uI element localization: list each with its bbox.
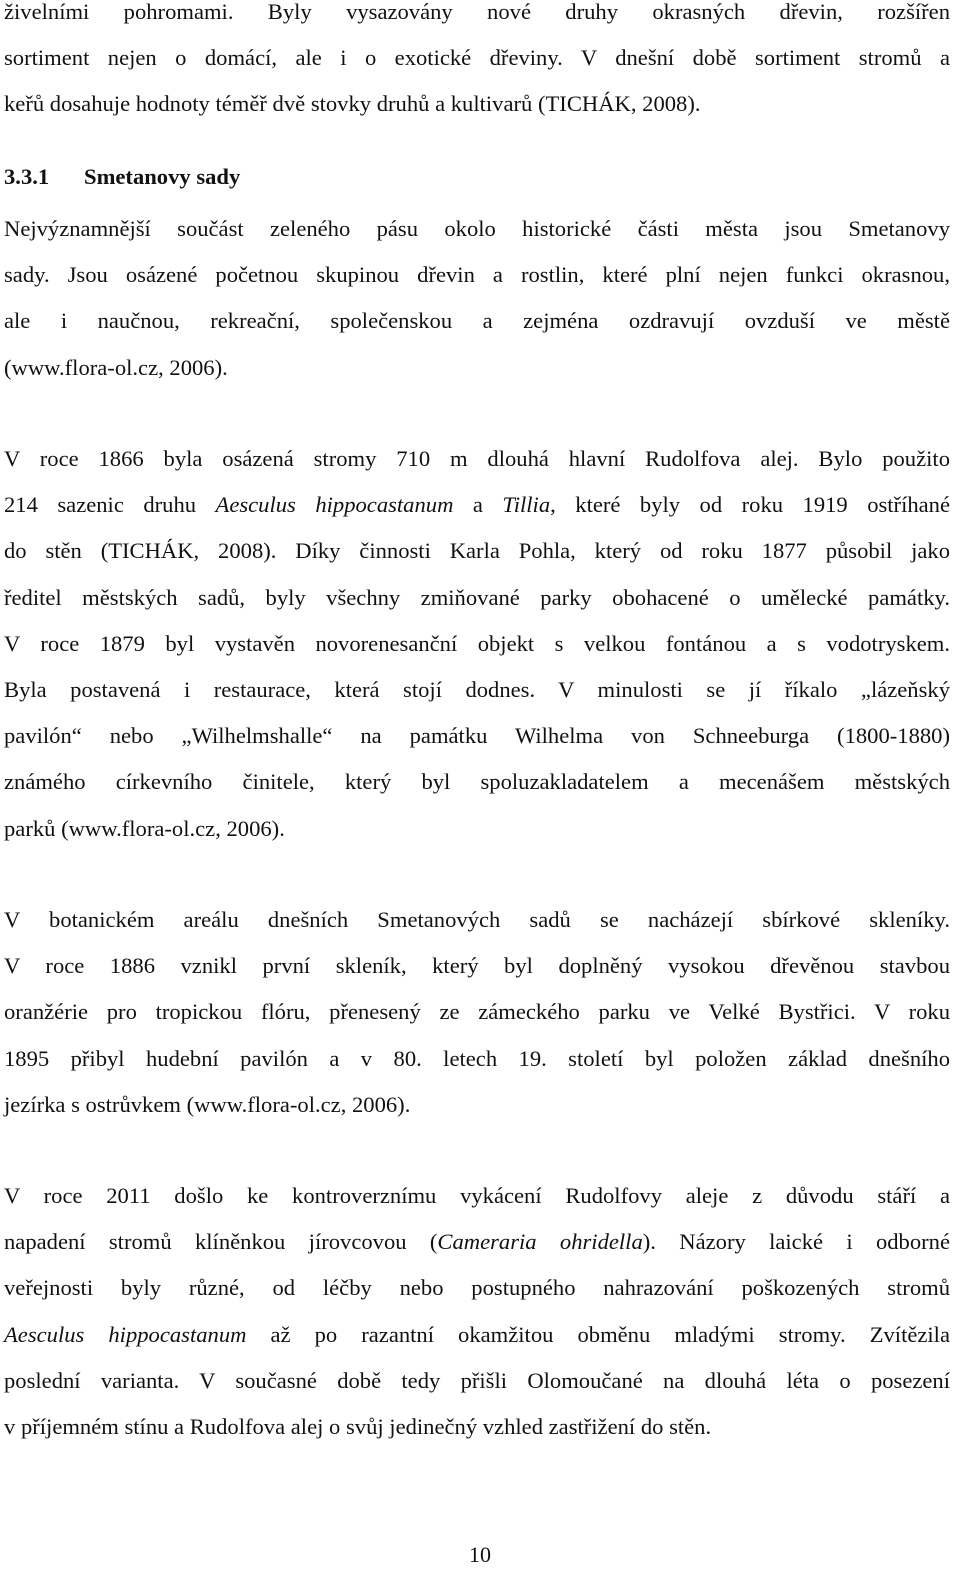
text-line: ale i naučnou, rekreační, společenskou a zejména ozdravují ovzduší ve městě [4, 308, 950, 334]
text-line: oranžérie pro tropickou flóru, přenesený ze zámeckého parku ve Velké Bystřici. V roku [4, 999, 950, 1025]
text-run: ). Názory laické i odborné [642, 1229, 951, 1255]
text-line: V roce 2011 došlo ke kontroverznímu vykácení Rudolfovy aleje z důvodu stáří a [4, 1183, 950, 1208]
text-line: živelními pohromami. Byly vysazovány nové druhy okrasných dřevin, rozšířen [4, 0, 950, 24]
text-line [4, 1312, 950, 1358]
text-run: 214 sazenic druhu [4, 492, 216, 518]
text-line: veřejnosti byly různé, od léčby nebo postupného nahrazování poškozených stromů [4, 1275, 950, 1301]
text-run: a [453, 492, 503, 518]
text-line: 1895 přibyl hudební pavilón a v 80. letech 19. století byl položen základ dnešního [4, 1045, 950, 1071]
text-line: ředitel městských sadů, byly všechny zmiňované parky obohacené o umělecké památky. [4, 584, 950, 610]
text-run: napadení stromů klíněnkou jírovcovou ( [4, 1229, 438, 1255]
text-line: keřů dosahuje hodnoty téměř dvě stovky druhů a kultivarů (TICHÁK, 2008). [4, 91, 701, 117]
text-line [4, 1219, 950, 1265]
text-line: poslední varianta. V současné době tedy přišli Olomoučané na dlouhá léta o posezení [4, 1367, 950, 1393]
text-line: V botanickém areálu dnešních Smetanových sadů se nacházejí sbírkové skleníky. [4, 907, 950, 932]
paragraph-3 [4, 897, 950, 1128]
text-run: , které byly od roku 1919 ostříhané [550, 492, 951, 518]
text-line: (www.flora-ol.cz, 2006). [4, 354, 228, 380]
text-line: V roce 1886 vznikl první skleník, který byl doplněný vysokou dřevěnou stavbou [4, 953, 950, 979]
section-heading [4, 154, 240, 200]
page-number: 10 [469, 1542, 491, 1567]
species-name: Aesculus hippocastanum [4, 1321, 247, 1347]
text-line: Nejvýznamnější součást zeleného pásu okolo historické části města jsou Smetanovy [4, 216, 950, 241]
text-line: v příjemném stínu a Rudolfova alej o svůj jedinečný vzhled zastřižení do stěn. [4, 1413, 712, 1439]
text-run: až po razantní okamžitou obměnu mladými stromy. Zvítězila [246, 1321, 950, 1347]
intro-paragraph [4, 0, 950, 128]
species-name: Aesculus hippocastanum [215, 492, 454, 518]
text-line: V roce 1866 byla osázená stromy 710 m dlouhá hlavní Rudolfova alej. Bylo použito [4, 446, 950, 471]
text-line: pavilón“ nebo „Wilhelmshalle“ na památku Wilhelma von Schneeburga (1800-1880) [4, 723, 950, 749]
text-line: parků (www.flora-ol.cz, 2006). [4, 815, 285, 841]
text-line: V roce 1879 byl vystavěn novorenesanční objekt s velkou fontánou a s vodotryskem. [4, 630, 950, 656]
paragraph-4 [4, 1173, 950, 1450]
genus-name: Tillia [502, 492, 551, 518]
text-line: sortiment nejen o domácí, ale i o exotické dřeviny. V dnešní době sortiment stromů a [4, 45, 950, 71]
text-line: sady. Jsou osázené početnou skupinou dřevin a rostlin, které plní nejen funkci okrasnou, [4, 262, 950, 288]
paragraph-1 [4, 206, 950, 391]
section-title: Smetanovy sady [84, 164, 241, 189]
paragraph-2 [4, 436, 950, 852]
species-name: Cameraria ohridella [437, 1229, 643, 1255]
section-number: 3.3.1 [4, 164, 50, 189]
text-line: jezírka s ostrůvkem (www.flora-ol.cz, 2006). [4, 1091, 411, 1117]
text-line: do stěn (TICHÁK, 2008). Díky činnosti Karla Pohla, který od roku 1877 působil jako [4, 538, 950, 564]
text-line: Byla postavená i restaurace, která stojí dodnes. V minulosti se jí říkalo „lázeňský [4, 676, 950, 702]
text-line: známého církevního činitele, který byl spoluzakladatelem a mecenášem městských [4, 769, 950, 795]
text-line [4, 482, 950, 528]
